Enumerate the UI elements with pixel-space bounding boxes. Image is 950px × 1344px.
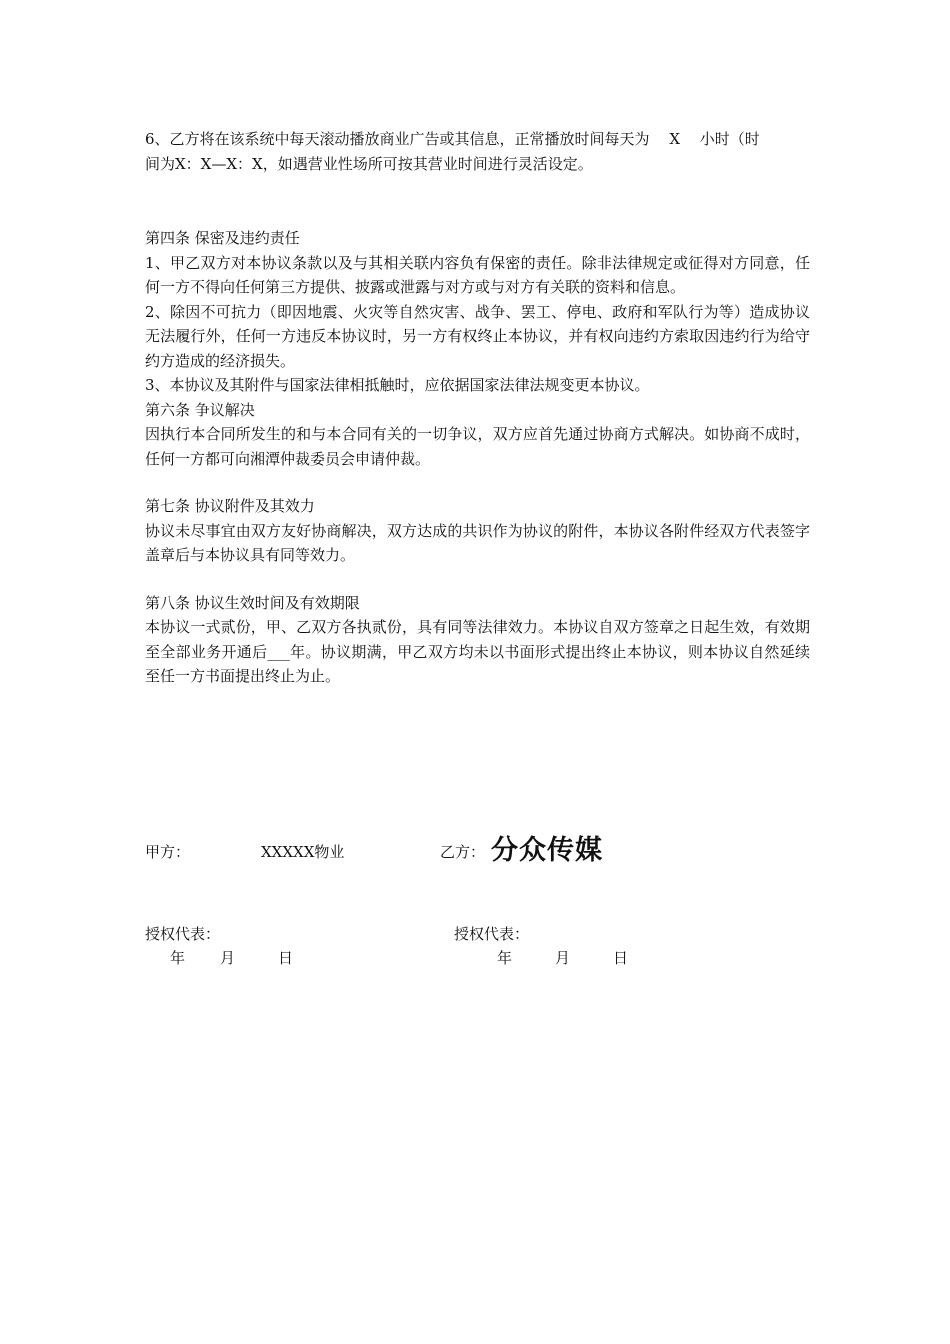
party-b-day: 日	[613, 949, 629, 967]
section-spacer	[145, 471, 810, 494]
article-4-item-2: 2、除因不可抗力（即因地震、火灾等自然灾害、战争、罢工、停电、政府和军队行为等）造成协议无法履行外，任何一方违反本协议时，另一方有权终止本协议，并有权向违约方索取因违约行为给守约方造成的经济损失。	[145, 302, 810, 370]
party-b-name: 分众传媒	[491, 835, 603, 866]
article-8-body: 本协议一式贰份，甲、乙双方各执贰份，具有同等法律效力。本协议自双方签章之日起生效，有效期至全部业务开通后___年。协议期满，甲乙双方均未以书面形式提出终止本协议，则本协议自然延续至任一方书面提出终止为止。	[145, 618, 810, 685]
party-a-year: 年	[170, 949, 186, 967]
clause-6-line-2: 间为X：X—X：X，如遇营业性场所可按其营业时间进行灵活设定。	[145, 154, 593, 173]
party-b-month: 月	[555, 949, 571, 967]
article-4-item-3: 3、本协议及其附件与国家法律相抵触时，应依据国家法律法规变更本协议。	[145, 376, 650, 394]
party-b-representative-label: 授权代表：	[454, 925, 530, 943]
party-a-month: 月	[220, 949, 236, 967]
party-a-day: 日	[278, 949, 294, 967]
document-body	[145, 127, 810, 689]
signature-row	[145, 828, 810, 868]
party-a-representative-label: 授权代表：	[145, 925, 221, 943]
article-8-title: 第八条 协议生效时间及有效期限	[145, 593, 360, 612]
article-7-body: 协议未尽事宜由双方友好协商解决，双方达成的共识作为协议的附件，本协议各附件经双方代表签字盖章后与本协议具有同等效力。	[145, 521, 810, 564]
section-spacer	[145, 568, 810, 591]
article-6-title: 第六条 争议解决	[145, 400, 255, 419]
party-a-name: XXXXX物业	[261, 843, 345, 861]
article-7-title: 第七条 协议附件及其效力	[145, 497, 315, 515]
article-4-title: 第四条 保密及违约责任	[145, 229, 300, 247]
party-a-label: 甲方：	[145, 843, 191, 861]
party-b-label: 乙方：	[440, 843, 486, 861]
article-6-body: 因执行本合同所发生的和与本合同有关的一切争议，双方应首先通过协商方式解决。如协商不成时，任何一方都可向湘潭仲裁委员会申请仲裁。	[145, 425, 810, 468]
section-spacer	[145, 176, 810, 226]
article-4-item-1: 1、甲乙双方对本协议条款以及与其相关联内容负有保密的责任。除非法律规定或征得对方同意，任何一方不得向任何第三方提供、披露或泄露与对方或与对方有关联的资料和信息。	[145, 253, 810, 296]
clause-6-line-1: 6、乙方将在该系统中每天滚动播放商业广告或其信息，正常播放时间每天为 X 小时（时	[145, 130, 760, 148]
party-b-year: 年	[497, 949, 513, 967]
